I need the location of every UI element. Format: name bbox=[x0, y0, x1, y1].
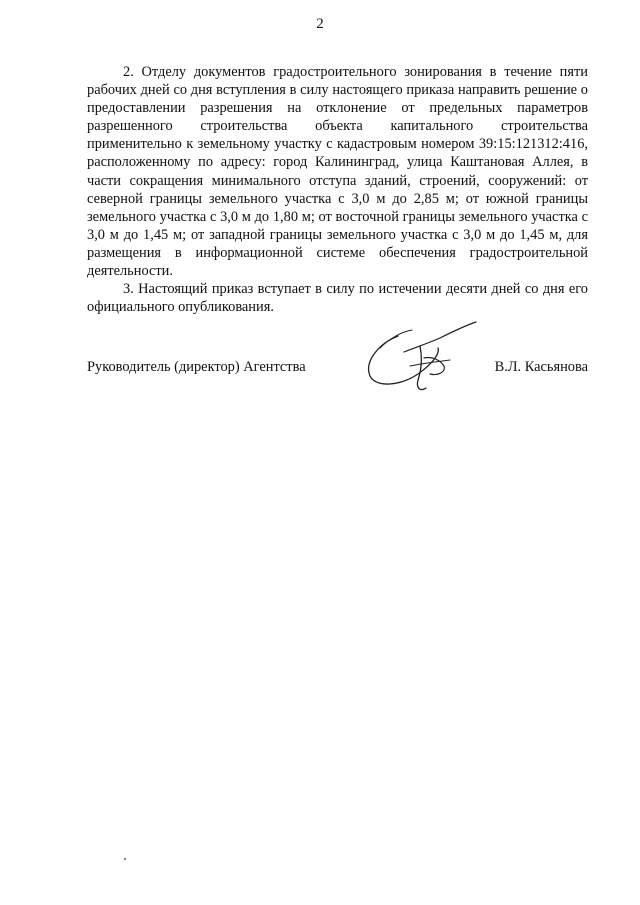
paragraph-2: 2. Отделу документов градостроительного зонирования в течение пяти рабочих дней со дня вступления в силу настоящего приказа направить решение о предоставлении разрешения на отклонение от предельных параметров разрешенного строительства объекта капитального строительства применительно к земельному участку с кадастровым номером 39:15:121312:416, расположенному по адресу: город Калининград, улица Каштановая Аллея, в части сокращения минимального отступа зданий, строений, сооружений: от северной границы земельного участка с 3,0 м до 2,85 м; от южной границы земельного участка с 3,0 м до 1,80 м; от восточной границы земельного участка с 3,0 м до 1,45 м; от западной границы земельного участка с 3,0 м до 1,45 м, для размещения в информационной системе обеспечения градостроительной деятельности. bbox=[87, 64, 588, 280]
document-body bbox=[87, 63, 588, 316]
signature-block bbox=[87, 358, 588, 378]
paragraph-3: 3. Настоящий приказ вступает в силу по истечении десяти дней со дня его официального опубликования. bbox=[87, 281, 588, 316]
page-number: 2 bbox=[316, 16, 324, 32]
signatory-name: В.Л. Касьянова bbox=[494, 359, 588, 375]
signatory-position: Руководитель (директор) Агентства bbox=[87, 359, 306, 375]
scan-speck bbox=[124, 858, 126, 860]
